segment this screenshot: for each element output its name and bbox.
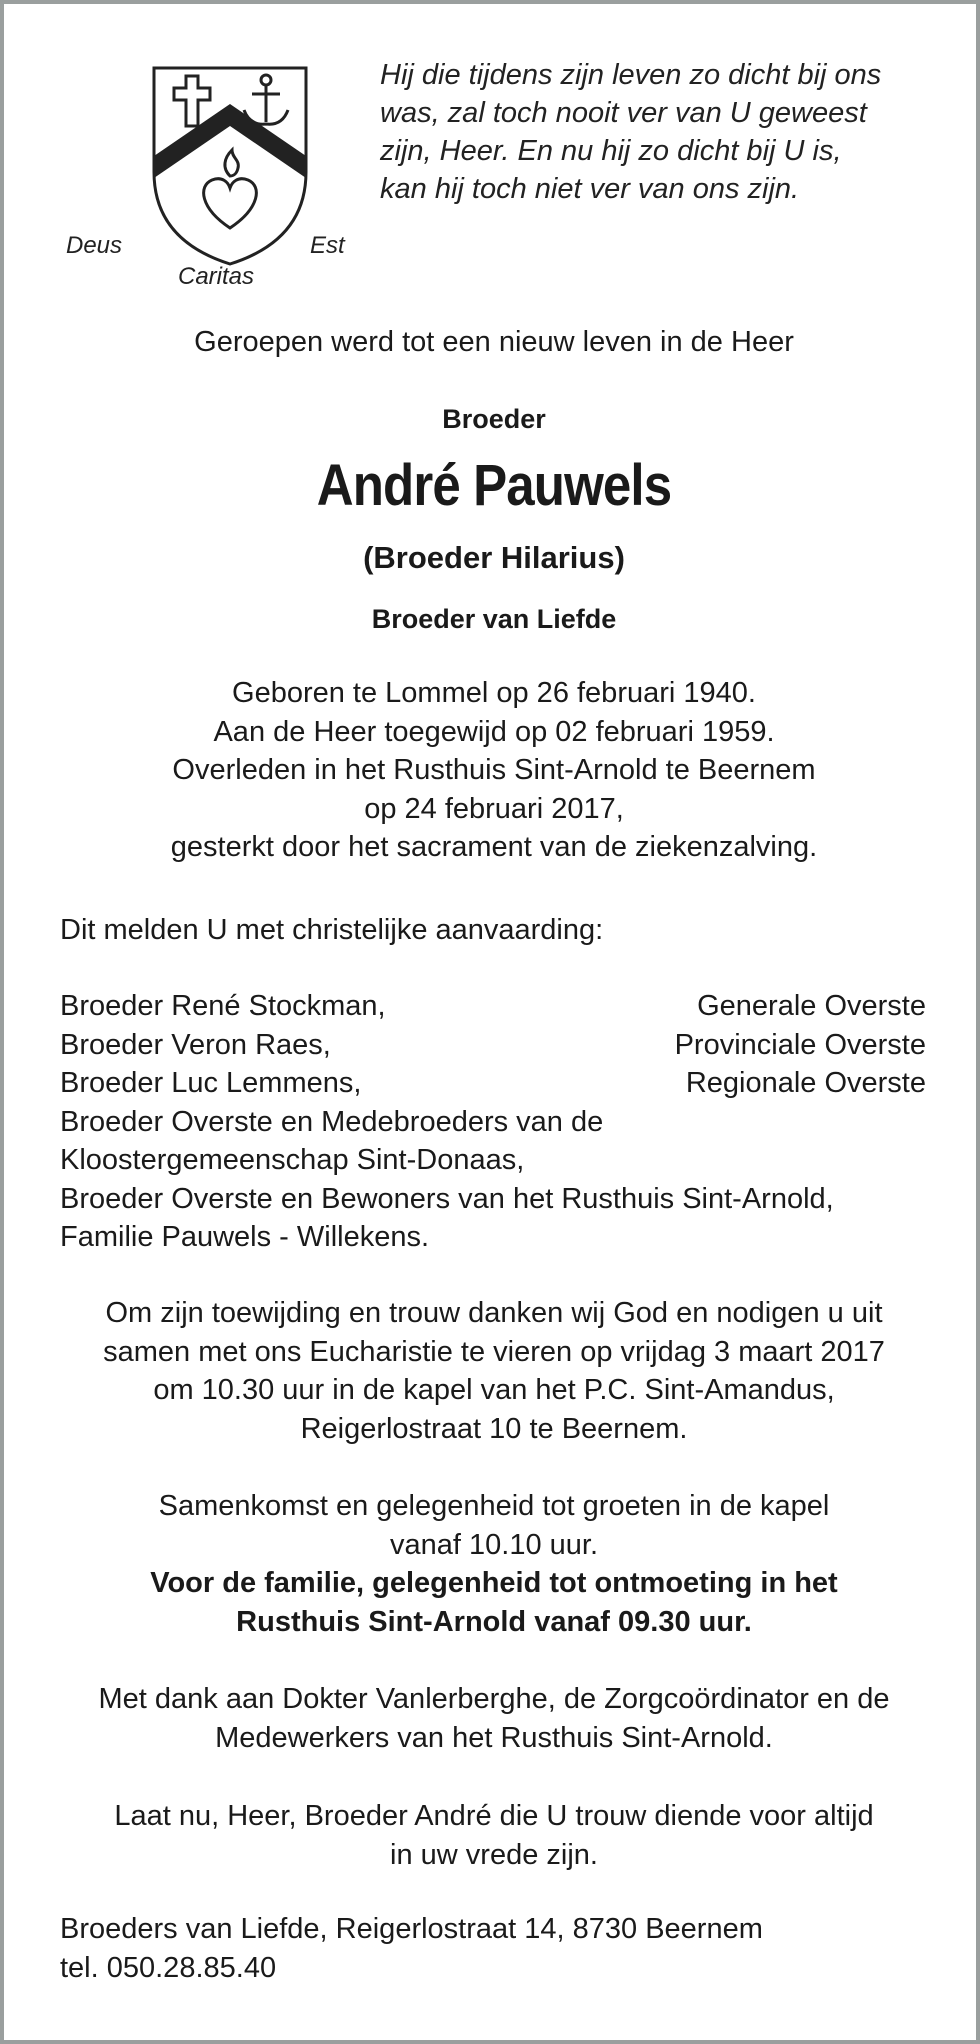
bio-line: Aan de Heer toegewijd op 02 februari 1959. — [213, 715, 775, 748]
signer-row — [60, 1026, 926, 1065]
prayer-line: in uw vrede zijn. — [390, 1838, 598, 1871]
motto-deus: Deus — [66, 232, 123, 259]
religious-order: Broeder van Liefde — [371, 604, 617, 634]
mass-line: Om zijn toewijding en trouw danken wij God en nodigen u uit — [105, 1297, 883, 1329]
signers-list — [60, 987, 926, 1257]
biography — [4, 674, 980, 867]
motto-caritas: Caritas — [178, 263, 255, 290]
coat-of-arms — [60, 60, 390, 300]
thanks-line: Medewerkers van het Rusthuis Sint-Arnold. — [215, 1721, 773, 1754]
title-broeder: Broeder — [442, 404, 546, 434]
meeting-line: Samenkomst en gelegenheid tot groeten in de kapel — [158, 1490, 830, 1522]
signer-row — [60, 1064, 926, 1103]
meeting-line: vanaf 10.10 uur. — [390, 1528, 598, 1561]
poem — [380, 56, 940, 208]
mass-line: samen met ons Eucharistie te vieren op vrijdag 3 maart 2017 — [103, 1335, 885, 1368]
signer-row — [60, 987, 926, 1026]
bio-line: Overleden in het Rusthuis Sint-Arnold te Beernem — [172, 754, 816, 786]
thanks-text — [4, 1680, 980, 1757]
meeting-info — [4, 1487, 980, 1641]
mass-line: om 10.30 uur in de kapel van het P.C. Sint-Amandus, — [153, 1374, 835, 1406]
signer-role: Regionale Overste — [685, 1067, 926, 1099]
other-signers — [60, 1103, 926, 1257]
religious-name: (Broeder Hilarius) — [363, 540, 625, 575]
other-signer-line: Familie Pauwels - Willekens. — [60, 1221, 430, 1253]
shield-emblem-icon — [140, 60, 320, 270]
closing-prayer — [4, 1797, 980, 1874]
other-signer-line: Kloostergemeenschap Sint-Donaas, — [60, 1144, 525, 1176]
family-meeting-line: Voor de familie, gelegenheid tot ontmoeting in het — [150, 1567, 838, 1599]
prayer-line: Laat nu, Heer, Broeder André die U trouw diende voor altijd — [114, 1800, 874, 1832]
bio-line: gesterkt door het sacrament van de ziekenzalving. — [170, 831, 818, 863]
deceased-name: André Pauwels — [316, 453, 672, 518]
bio-line: op 24 februari 2017, — [364, 792, 624, 825]
signer-name: Broeder Luc Lemmens, — [60, 1067, 362, 1099]
poem-line: was, zal toch nooit ver van U geweest — [380, 97, 867, 129]
bio-line: Geboren te Lommel op 26 februari 1940. — [232, 677, 756, 709]
other-signer-line: Broeder Overste en Medebroeders van de — [60, 1105, 604, 1138]
contact-address: Broeders van Liefde, Reigerlostraat 14, 8730 Beernem — [60, 1913, 763, 1945]
mass-invitation — [4, 1294, 980, 1448]
announcement-lead: Dit melden U met christelijke aanvaarding: — [60, 914, 604, 946]
contact-phone: tel. 050.28.85.40 — [60, 1951, 277, 1984]
poem-line: zijn, Heer. En nu hij zo dicht bij U is, — [380, 135, 842, 167]
poem-line: Hij die tijdens zijn leven zo dicht bij ons — [380, 59, 882, 91]
signer-name: Broeder René Stockman, — [60, 990, 386, 1022]
signer-role: Generale Overste — [697, 990, 926, 1022]
contact-info — [60, 1910, 763, 1987]
other-signer-line: Broeder Overste en Bewoners van het Rusthuis Sint-Arnold, — [60, 1182, 834, 1215]
family-meeting-line: Rusthuis Sint-Arnold vanaf 09.30 uur. — [236, 1605, 752, 1638]
intro-text: Geroepen werd tot een nieuw leven in de Heer — [194, 326, 794, 358]
thanks-line: Met dank aan Dokter Vanlerberghe, de Zorgcoördinator en de — [98, 1683, 890, 1715]
signer-name: Broeder Veron Raes, — [60, 1028, 331, 1061]
signer-role: Provinciale Overste — [674, 1028, 926, 1061]
poem-line: kan hij toch niet ver van ons zijn. — [380, 173, 800, 205]
motto-est: Est — [310, 232, 345, 259]
mass-line: Reigerlostraat 10 te Beernem. — [300, 1412, 688, 1445]
